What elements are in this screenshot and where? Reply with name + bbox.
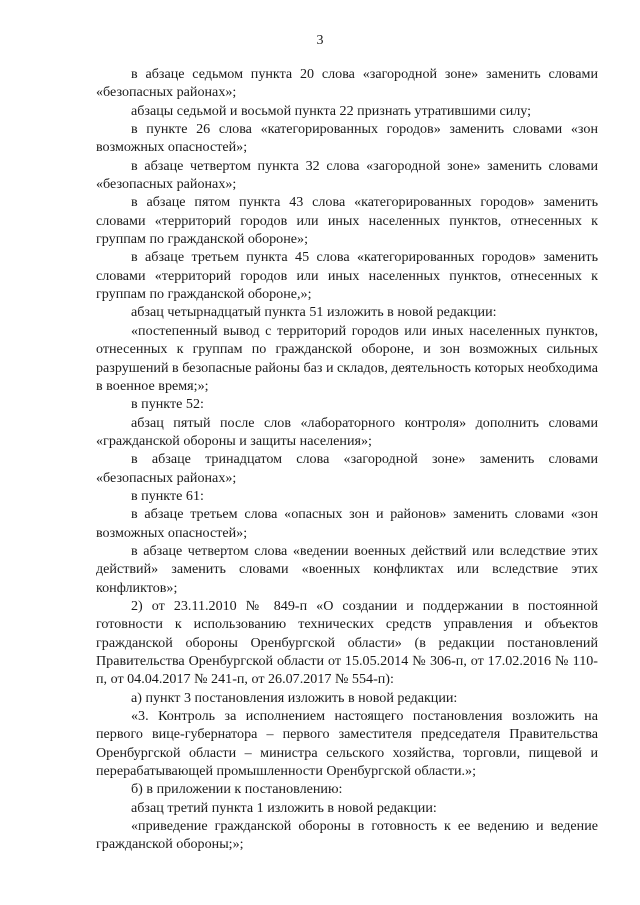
paragraph: в абзаце тринадцатом слова «загородной зоне» заменить словами «безопасных районах»; [96,451,598,486]
paragraph: в абзаце четвертом пункта 32 слова «загородной зоне» заменить словами «безопасных районах»; [96,157,598,193]
paragraph: абзац четырнадцатый пункта 51 изложить в новой редакции: [131,304,497,321]
paragraph: б) в приложении к постановлению: [131,781,343,798]
paragraph: в абзаце пятом пункта 43 слова «категорированных городов» заменить словами «территорий городов или иных населенных пунктов, отнесенных к группам по гражданской обороне»; [96,194,598,248]
paragraph: абзацы седьмой и восьмой пункта 22 признать утратившими силу; [131,102,532,119]
paragraph: в пункте 52: [131,396,204,413]
paragraph: в абзаце третьем пункта 45 слова «категорированных городов» заменить словами «территорий городов или иных населенных пунктов, отнесенных к группам по гражданской обороне,»; [96,249,598,303]
paragraph: «постепенный вывод с территорий городов или иных населенных пунктов, отнесенных к группам по гражданской обороне, и зон возможных сильных разрушений в безопасные районы баз и складов, деятельность которых необходима в военное время;»; [96,322,598,394]
paragraph: в абзаце седьмом пункта 20 слова «загородной зоне» заменить словами «безопасных районах»; [96,66,598,101]
paragraph: в пункте 26 слова «категорированных городов» заменить словами «зон возможных опасностей»; [96,121,598,156]
paragraph: в абзаце четвертом слова «ведении военных действий или вследствие этих действий» заменить словами «военных конфликтах или вследствие этих конфликтов»; [96,542,598,596]
paragraph: абзац пятый после слов «лабораторного контроля» дополнить словами «гражданской обороны и защиты населения»; [96,414,598,449]
page-number: 3 [316,33,324,48]
paragraph: а) пункт 3 постановления изложить в новой редакции: [131,689,458,706]
paragraph: «3. Контроль за исполнением настоящего постановления возложить на первого вице-губернатора – первого заместителя председателя Правительства Оренбургской области – министра сельского хозяйства, торговли, пищевой и перерабатывающей промышленности Оренбургской области.»; [96,708,598,780]
paragraph: 2) от 23.11.2010 № 849-п «О создании и поддержании в постоянной готовности к использованию технических средств управления и объектов гражданской обороны Оренбургской области» (в редакции постановлений Правительства Оренбургской области от 15.05.2014 № 306-п, от 17.02.2016 № 110-п, от 04.04.2017 № 241-п, от 26.07.2017 № 554-п): [96,597,598,688]
paragraph: абзац третий пункта 1 изложить в новой редакции: [131,799,437,816]
paragraph: в абзаце третьем слова «опасных зон и районов» заменить словами «зон возможных опасностей»; [96,506,598,541]
paragraph: в пункте 61: [131,487,204,504]
document-body [96,65,598,854]
paragraph: «приведение гражданской обороны в готовность к ее ведению и ведение гражданской обороны;»; [96,818,598,853]
